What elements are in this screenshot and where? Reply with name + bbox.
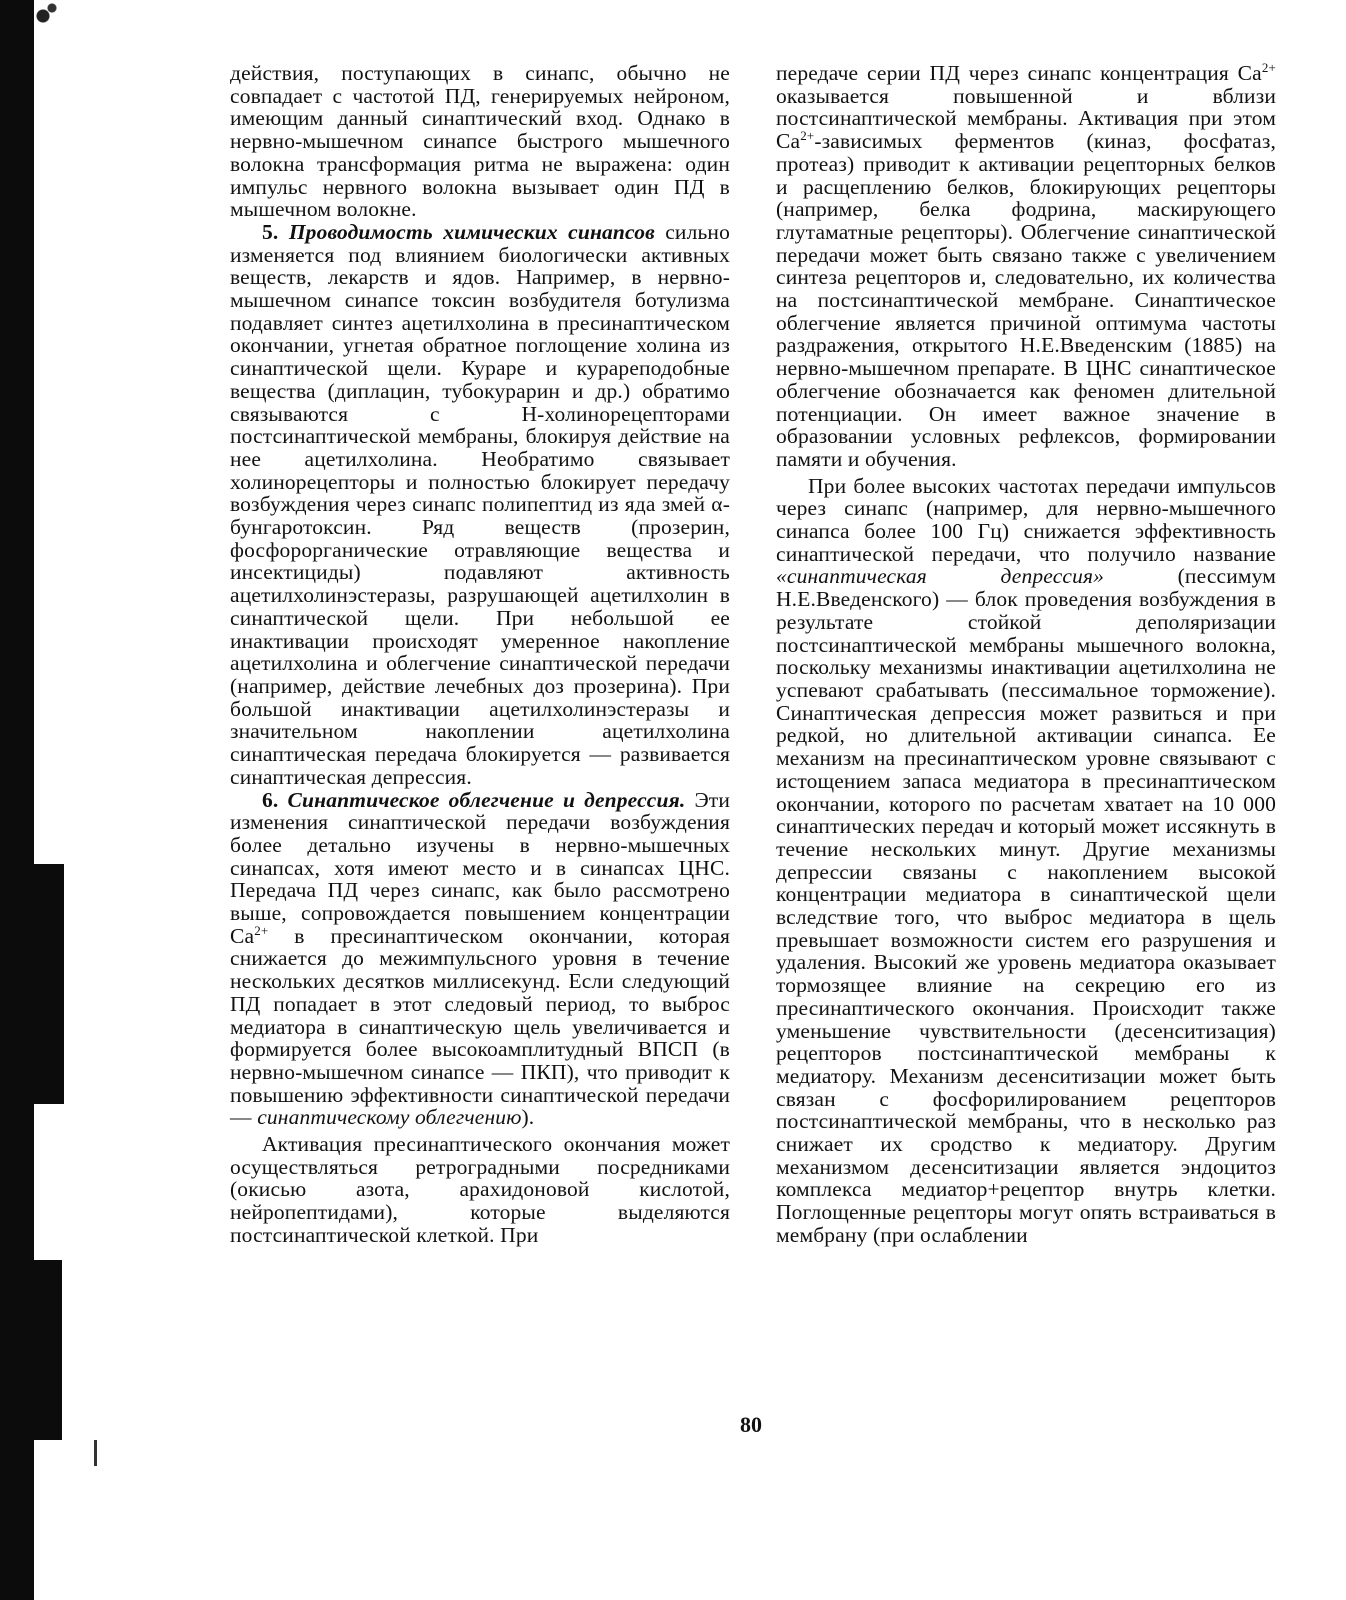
scan-noise-lower (34, 1260, 62, 1440)
left-paragraph-1: действия, поступающих в синапс, обычно не совпадает с частотой ПД, генерируемых нейроном, имеющим данный синаптический вход. Однако в нервно-мышечном синапсе быстрого мышечного волокна трансформация ритма не выражена: один импульс нервного волокна вызывает один ПД в мышечном волокне. (230, 61, 730, 222)
section-6-italic-term: синаптическому облегчению (257, 1105, 522, 1130)
section-5-heading: Проводимость химических синапсов (288, 219, 655, 244)
section-6-heading: Синаптическое облегчение и депрессия. (287, 787, 686, 812)
left-paragraph-3 (230, 789, 730, 1130)
page-number: 80 (740, 1412, 762, 1437)
section-5-number: 5. (262, 219, 279, 244)
right-column (776, 62, 1276, 1247)
section-6-superscript: 2+ (254, 922, 269, 938)
scan-noise-top (34, 0, 64, 40)
right-p1-superscript-2: 2+ (800, 128, 815, 144)
right-p1-c: -зависимых ферментов (киназ, фосфатаз, протеаз) приводит к активации рецепторных белков и расщеплению белков, блокирующих рецепторы (например, белка фодрина, маскирующего глутаматные рецепторы). Облегчение синаптической передачи может быть связано также с увеличением синтеза рецепторов и, следовательно, их количества на постсинаптической мембране. Синаптическое облегчение является причиной оптимума частоты раздражения, открытого Н.Е.Введенским (1885) на нервно-мышечном препарате. В ЦНС синаптическое облегчение обозначается как феномен длительной потенциации. Он имеет важное значение в образовании условных рефлексов, формировании памяти и обучения. (776, 129, 1276, 471)
left-paragraph-2 (230, 221, 730, 789)
scan-dark-edge (0, 0, 34, 1600)
section-6-number: 6. (262, 787, 279, 812)
right-p1-a: передаче серии ПД через синапс концентрация Ca (776, 61, 1262, 85)
right-p1-superscript-1: 2+ (1261, 60, 1276, 75)
left-paragraph-4: Активация пресинаптического окончания может осуществляться ретроградными посредниками (окисью азота, арахидоновой кислотой, нейропептидами), которые выделяются постсинаптической клеткой. При (230, 1132, 730, 1247)
section-6-body-b: в пресинаптическом окончании, которая снижается до межимпульсного уровня в течение нескольких десятков миллисекунд. Если следующий ПД попадает в этот следовый период, то выброс медиатора в синаптическую щель увеличивается и формируется более высокоамплитудный ВПСП (в нервно-мышечном синапсе — ПКП), что приводит к повышению эффективности синаптической передачи — (230, 923, 730, 1130)
scan-mark (94, 1440, 97, 1466)
right-p2-b: (пессимум Н.Е.Введенского) — блок проведения возбуждения в результате стойкой деполяризации постсинаптической мембраны мышечного волокна, поскольку механизмы инактивации ацетилхолина не успевают срабатывать (пессимальное торможение). Синаптическая депрессия может развиться и при редкой, но длительной активации синапса. Ее механизм на пресинаптическом уровне связывают с истощением запаса медиатора в пресинаптическом окончании, которого по расчетам хватает на 10 000 синаптических передач и который может иссякнуть в течение нескольких минут. Другие механизмы депрессии связаны с накоплением высокой концентрации медиатора в синаптической щели вследствие того, что выброс медиатора в щель превышает возможности систем его разрушения и удаления. Высокий же уровень медиатора оказывает тормозящее влияние на секрецию его из пресинаптического окончания. Происходит также уменьшение чувствительности (десенситизация) рецепторов постсинаптической мембраны к медиатору. Механизм десенситизации может быть связан с фосфорилированием рецепторов постсинаптической мембраны, что в несколько раз снижает их сродство к медиатору. Другим механизмом десенситизации является эндоцитоз комплекса медиатор+рецептор внутрь клетки. Поглощенные рецепторы могут опять встраиваться в мембрану (при ослаблении (776, 564, 1276, 1247)
right-p2-italic-term: «синаптическая депрессия» (776, 564, 1105, 589)
section-6-body-a: Эти изменения синаптической передачи возбуждения более детально изучены в нервно-мышечных синапсах, хотя имеют место и в синапсах ЦНС. Передача ПД через синапс, как было рассмотрено выше, сопровождается повышением концентрации Ca (230, 787, 730, 948)
scan-noise-middle (34, 864, 64, 1104)
right-p1-b: оказывается повышенной и вблизи постсинаптической мембраны. Активация при этом Ca (776, 83, 1276, 154)
section-6-end: ). (521, 1105, 535, 1130)
section-5-body: сильно изменяется под влиянием биологически активных веществ, лекарств и ядов. Например, в нервно-мышечном синапсе токсин возбудителя ботулизма подавляет синтез ацетилхолина в пресинаптическом окончании, угнетая обратное поглощение холина из синаптической щели. Кураре и курареподобные вещества (диплацин, тубокурарин и др.) обратимо связываются с Н-холинорецепторами постсинаптической мембраны, блокируя действие на нее ацетилхолина. Необратимо связывает холинорецепторы и полностью блокирует передачу возбуждения через синапс полипептид из яда змей α-бунгаротоксин. Ряд веществ (прозерин, фосфорорганические отравляющие вещества и инсектициды) подавляют активность ацетилхолинэстеразы, разрушающей ацетилхолин в синаптической щели. При небольшой ее инактивации происходят умеренное накопление ацетилхолина и облегчение синаптической передачи (например, действие лечебных доз прозерина). При большой инактивации ацетилхолинэстеразы и значительном накоплении ацетилхолина синаптическая передача блокируется — развивается синаптическая депрессия. (230, 219, 730, 789)
right-p2-a: При более высоких частотах передачи импульсов через синапс (например, для нервно-мышечного синапса более 100 Гц) снижается эффективность синаптической передачи, что получило название (776, 473, 1276, 566)
right-paragraph-2 (776, 475, 1276, 1247)
left-column (230, 62, 730, 1247)
right-paragraph-1 (776, 62, 1276, 471)
